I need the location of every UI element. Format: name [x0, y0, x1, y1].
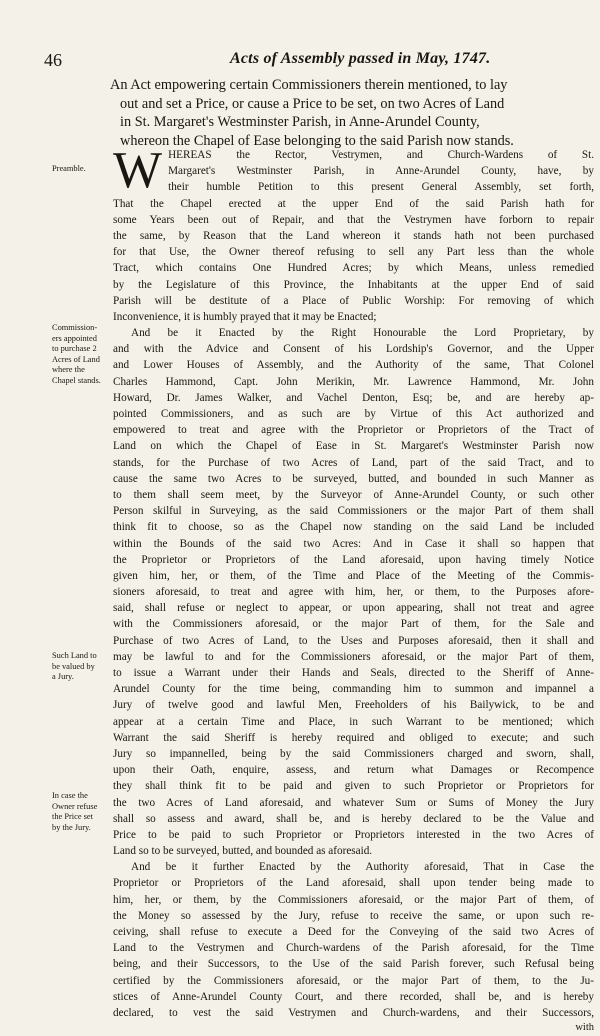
text-line: stands, for the Purchase of two Acres of Land, part of the said Tract, and to: [113, 456, 594, 469]
text-line: the same, by Reason that the Land whereon it stands hath not been purchased: [113, 229, 594, 242]
title-line: in St. Margaret's Westminster Parish, in Anne-Arundel County,: [120, 114, 480, 130]
text-line: sioners aforesaid, to treat and agree with him, her, or them, to the Purposes afore-: [113, 586, 594, 599]
text-line: Proprietor or Proprietors of the Land aforesaid, shall upon tender being made to: [113, 877, 594, 890]
margin-note-line: Commission-: [52, 323, 98, 332]
margin-note-line: Such Land to: [52, 651, 97, 660]
text-line: said, shall refuse or neglect to appear, or upon appearing, shall not treat and agree: [113, 602, 594, 615]
text-line: Tract, which contains One Hundred Acres; by which Means, unless remedied: [113, 262, 594, 275]
margin-note-line: Preamble.: [52, 164, 86, 173]
text-line: Arundel County for the time being, commanding him to summon and impannel a: [113, 683, 594, 696]
margin-note-line: where the: [52, 365, 85, 374]
act-title: [110, 76, 592, 150]
text-line: Charles Hammond, Capt. John Merikin, Mr. Lawrence Hammond, Mr. John: [113, 375, 594, 388]
margin-note-line: be valued by: [52, 661, 95, 671]
text-line: cause the same two Acres to be surveyed, butted, and bounded in such Manner as: [113, 472, 594, 485]
text-line: Price to be paid to such Proprietor or Proprietors interested in the two Acres of: [113, 828, 594, 841]
margin-note-line: Owner refuse: [52, 801, 98, 811]
text-line: being, and their Successors, to the Use of the said Parish forever, such Refusal being: [113, 958, 594, 971]
margin-note-land-valued: [52, 651, 108, 683]
text-line: Warrant the said Sheriff is hereby required and obliged to execute; and such: [113, 731, 594, 744]
margin-note-line: a Jury.: [52, 672, 74, 681]
text-line: and with the Advice and Consent of his Lordship's Governor, and the Upper: [113, 343, 594, 356]
text-line: Jury so impannelled, being by the said Commissioners charged and sworn, shall,: [113, 747, 594, 760]
text-line: And be it further Enacted by the Authority aforesaid, That in Case the: [131, 861, 594, 874]
margin-note-line: ers appointed: [52, 333, 97, 343]
text-line: the Proprietor or Proprietors of the Land aforesaid, upon having timely Notice: [113, 553, 594, 566]
act-body: [113, 142, 594, 1034]
text-line: Land on which the Chapel of Ease in St. Margaret's Westminster Parish now: [113, 440, 594, 453]
text-line: some Years been out of Repair, and that the Vestrymen have forborn to repair: [113, 213, 594, 226]
text-line: within the Bounds of the said two Acres: And in Case it shall so happen that: [113, 537, 594, 550]
text-line: HEREAS the Rector, Vestrymen, and Church-Wardens of St.: [168, 149, 594, 161]
text-line: they shall think fit to be paid and given to such Proprietor or Proprietors for: [113, 780, 594, 793]
margin-note-line: to purchase 2: [52, 344, 97, 353]
text-line: declared, to vest the said Vestrymen and Church-wardens, and their Successors,: [113, 1006, 594, 1019]
drop-cap: W: [113, 142, 163, 199]
text-line: think fit to choose, so as the Chapel now standing on the said Land be included: [113, 521, 594, 534]
text-line: may be lawful to and for the Commissioners aforesaid, or the major Part of them,: [113, 650, 594, 663]
text-line: Purchase of two Acres of Land, to the Uses and Purposes aforesaid, then it shall and: [113, 634, 594, 647]
text-line: And be it Enacted by the Right Honourable the Lord Proprietary, by: [131, 327, 594, 340]
text-line: Land so to be surveyed, butted, and bounded as aforesaid.: [113, 845, 373, 858]
page-number: 46: [44, 50, 62, 70]
text-line: appear at a certain Time and Place, in such Warrant to be mentioned; which: [113, 715, 594, 728]
text-line: the two Acres of Land aforesaid, and whatever Sum or Sums of Money the Jury: [113, 796, 594, 809]
title-line: whereon the Chapel of Ease belonging to the said Parish now stands.: [120, 132, 514, 149]
text-line: by the Legislature of this Province, the Inhabitants at the upper End of said: [113, 278, 594, 291]
body-text: [113, 142, 594, 1021]
text-line: Howard, Dr. James Walker, and Vachel Denton, Esq; be, and are hereby ap-: [113, 391, 594, 404]
margin-note-line: by the Jury.: [52, 822, 91, 832]
text-line: certified by the Commissioners aforesaid, or the major Part of them, to the Ju-: [113, 974, 594, 987]
text-line: to them shall seem meet, by the Surveyor of Anne-Arundel County, or such other: [113, 488, 594, 501]
margin-note-line: Acres of Land: [52, 354, 100, 364]
text-line: their humble Petition to this present General Assembly, set forth,: [168, 181, 594, 194]
margin-note-preamble: [52, 164, 108, 175]
catchword: with: [575, 1022, 594, 1034]
text-line: Person skilful in Surveying, as the said Commissioners or the major Part of them shall: [113, 505, 594, 518]
margin-note-line: Chapel stands.: [52, 375, 101, 385]
text-line: Margaret's Westminster Parish, in Anne-Arundel County, have, by: [168, 165, 594, 178]
margin-note-refusal: [52, 791, 108, 833]
text-line: Jury of twelve good and lawful Men, Freeholders of his Bailywick, to be and: [113, 699, 594, 712]
text-line: pointed Commissioners, and as such are by Virtue of this Act authorized and: [113, 408, 594, 420]
text-line: That the Chapel erected at the upper End of the said Parish hath for: [113, 197, 594, 210]
margin-note-line: the Price set: [52, 812, 93, 821]
text-line: and Lower Houses of Assembly, and the Authority of the same, That Colonel: [113, 359, 594, 372]
title-line: out and set a Price, or cause a Price to be set, on two Acres of Land: [120, 95, 505, 112]
margin-note-commissioners: [52, 323, 108, 386]
text-line: Land to the Vestrymen and Church-wardens of the Parish aforesaid, for the Time: [113, 942, 594, 955]
text-line: upon their Oath, enquire, assess, and return what Damages or Recompence: [113, 764, 594, 777]
text-line: Parish will be destitute of a Place of Public Worship: For removing of which: [113, 294, 594, 307]
text-line: to issue a Warrant under their Hands and Seals, directed to the Sheriff of Anne-: [113, 667, 594, 679]
text-line: Inconvenience, it is humbly prayed that it may be Enacted;: [113, 310, 377, 323]
text-line: for that Use, the Owner thereof refusing to sell any Part less than the whole: [113, 246, 594, 259]
margin-note-line: In case the: [52, 791, 88, 800]
text-line: shall so assess and award, shall be, and is hereby declared to be the Value and: [113, 812, 594, 825]
page-header: [0, 50, 600, 72]
title-line: An Act empowering certain Commissioners therein mentioned, to lay: [110, 77, 508, 93]
text-line: stices of Anne-Arundel County Court, and there recorded, shall be, and is hereby: [113, 990, 594, 1003]
text-line: him, her, or them, by the Commissioners aforesaid, or the major Part of them, of: [113, 893, 594, 906]
running-head: Acts of Assembly passed in May, 1747.: [230, 50, 491, 67]
text-line: with the Commissioners aforesaid, or the major Part of them, for the Sale and: [113, 618, 594, 631]
text-line: the Money so assessed by the Jury, refuse to receive the same, or upon such re-: [113, 909, 594, 922]
text-line: empowered to treat and agree with the Proprietor or Proprietors of the Tract of: [113, 424, 594, 437]
text-line: given him, her, or them, of the Time and Place of the Meeting of the Commis-: [113, 569, 594, 582]
text-line: ceiving, shall refuse to execute a Deed for the Conveying of the said two Acres of: [113, 926, 594, 938]
